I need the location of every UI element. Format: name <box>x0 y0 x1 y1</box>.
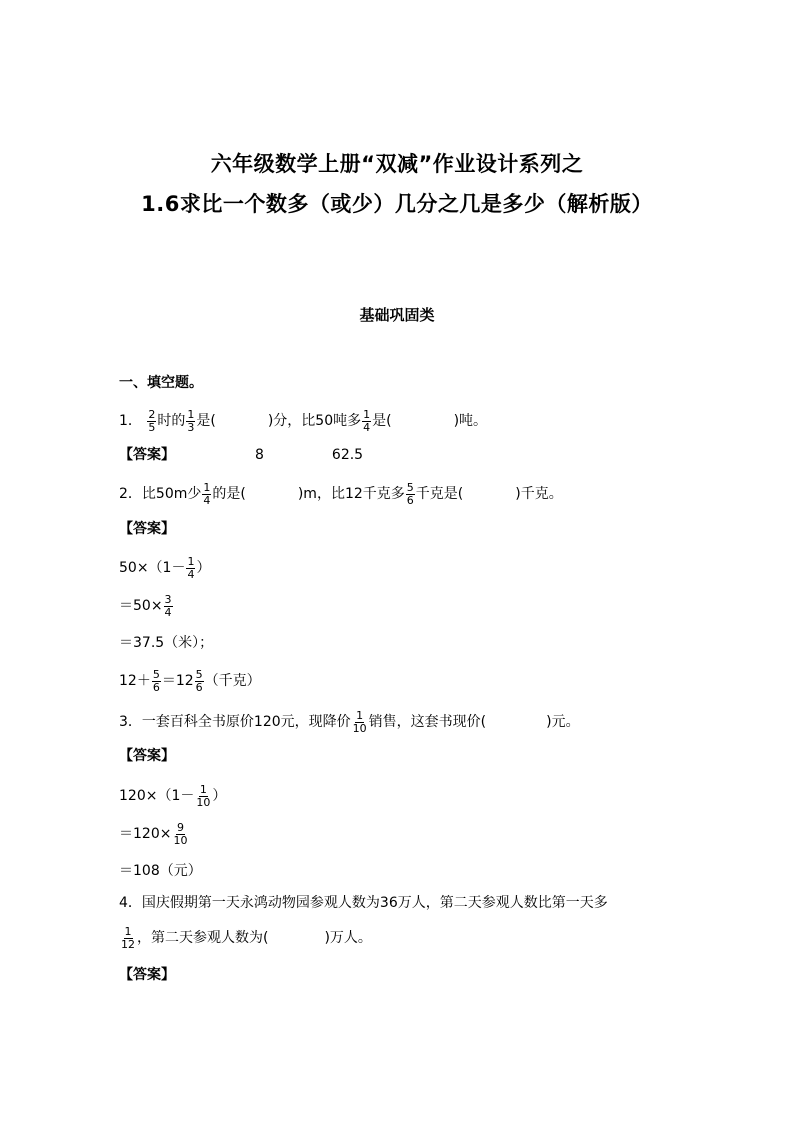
part-heading: 一、填空题。 <box>119 375 203 391</box>
fraction: $\frac{1}{4}$ <box>203 481 211 507</box>
solution-step: 12＋ $\frac{5}{6}$ ＝12 $\frac{5}{6}$ （千克） <box>119 668 261 694</box>
fraction: $\frac{1}{4}$ <box>187 555 195 581</box>
question-4: 4．国庆假期第一天永鸿动物园参观人数为36万人，第二天参观人数比第一天多 <box>119 895 608 911</box>
fraction: $\frac{9}{10}$ <box>173 821 188 847</box>
fraction: $\frac{5}{6}$ <box>406 481 414 507</box>
answer-label: 【答案】 <box>119 521 175 537</box>
answer-label: 【答案】 <box>119 748 175 764</box>
fraction: $\frac{1}{10}$ <box>196 783 211 809</box>
question-number: 3． <box>119 714 142 731</box>
fraction: $\frac{1}{3}$ <box>187 408 195 434</box>
document-title-line1: 六年级数学上册“双减”作业设计系列之 <box>210 152 584 176</box>
fraction: $\frac{2}{5}$ <box>148 408 156 434</box>
fraction: $\frac{5}{6}$ <box>152 668 160 694</box>
fraction: $\frac{1}{10}$ <box>352 709 367 735</box>
solution-step: 120×（1－ $\frac{1}{10}$ ） <box>119 783 227 809</box>
answer-value: 62.5 <box>331 447 364 463</box>
question-number: 1． <box>119 413 142 430</box>
solution-step: 50×（1－ $\frac{1}{4}$ ） <box>119 555 211 581</box>
answer-label: 【答案】 <box>119 967 175 983</box>
question-1: 1． $\frac{2}{5}$ 时的 $\frac{1}{3}$ 是( )分，比50吨多 $\frac{1}{4}$ 是( )吨。 <box>119 408 488 434</box>
document-title-line2: 1.6求比一个数多（或少）几分之几是多少（解析版） <box>141 192 653 216</box>
question-number: 2． <box>119 486 142 503</box>
fraction: $\frac{1}{12}$ <box>121 925 135 951</box>
question-2: 2．比50m少 $\frac{1}{4}$ 的是( )m，比12千克多 $\frac{5}{6}$ 千克是( )千克。 <box>119 481 563 507</box>
question-3: 3．一套百科全书原价120元，现降价 $\frac{1}{10}$ 销售，这套书现价( )元。 <box>119 709 580 735</box>
fraction: $\frac{5}{6}$ <box>195 668 203 694</box>
solution-step: ＝50× $\frac{3}{4}$ <box>119 593 172 619</box>
answer-label: 【答案】 <box>119 447 175 463</box>
answer-value: 8 <box>255 447 264 463</box>
fraction: $\frac{3}{4}$ <box>164 593 172 619</box>
solution-step: ＝120× $\frac{9}{10}$ <box>119 821 188 847</box>
solution-step: ＝108（元） <box>119 863 202 879</box>
question-4-continued: $\frac{1}{12}$ ，第二天参观人数为( )万人。 <box>121 925 372 951</box>
section-title: 基础巩固类 <box>359 306 435 324</box>
fraction: $\frac{1}{4}$ <box>363 408 371 434</box>
solution-step: ＝37.5（米）； <box>119 635 214 651</box>
answer-row-1 <box>119 448 363 462</box>
